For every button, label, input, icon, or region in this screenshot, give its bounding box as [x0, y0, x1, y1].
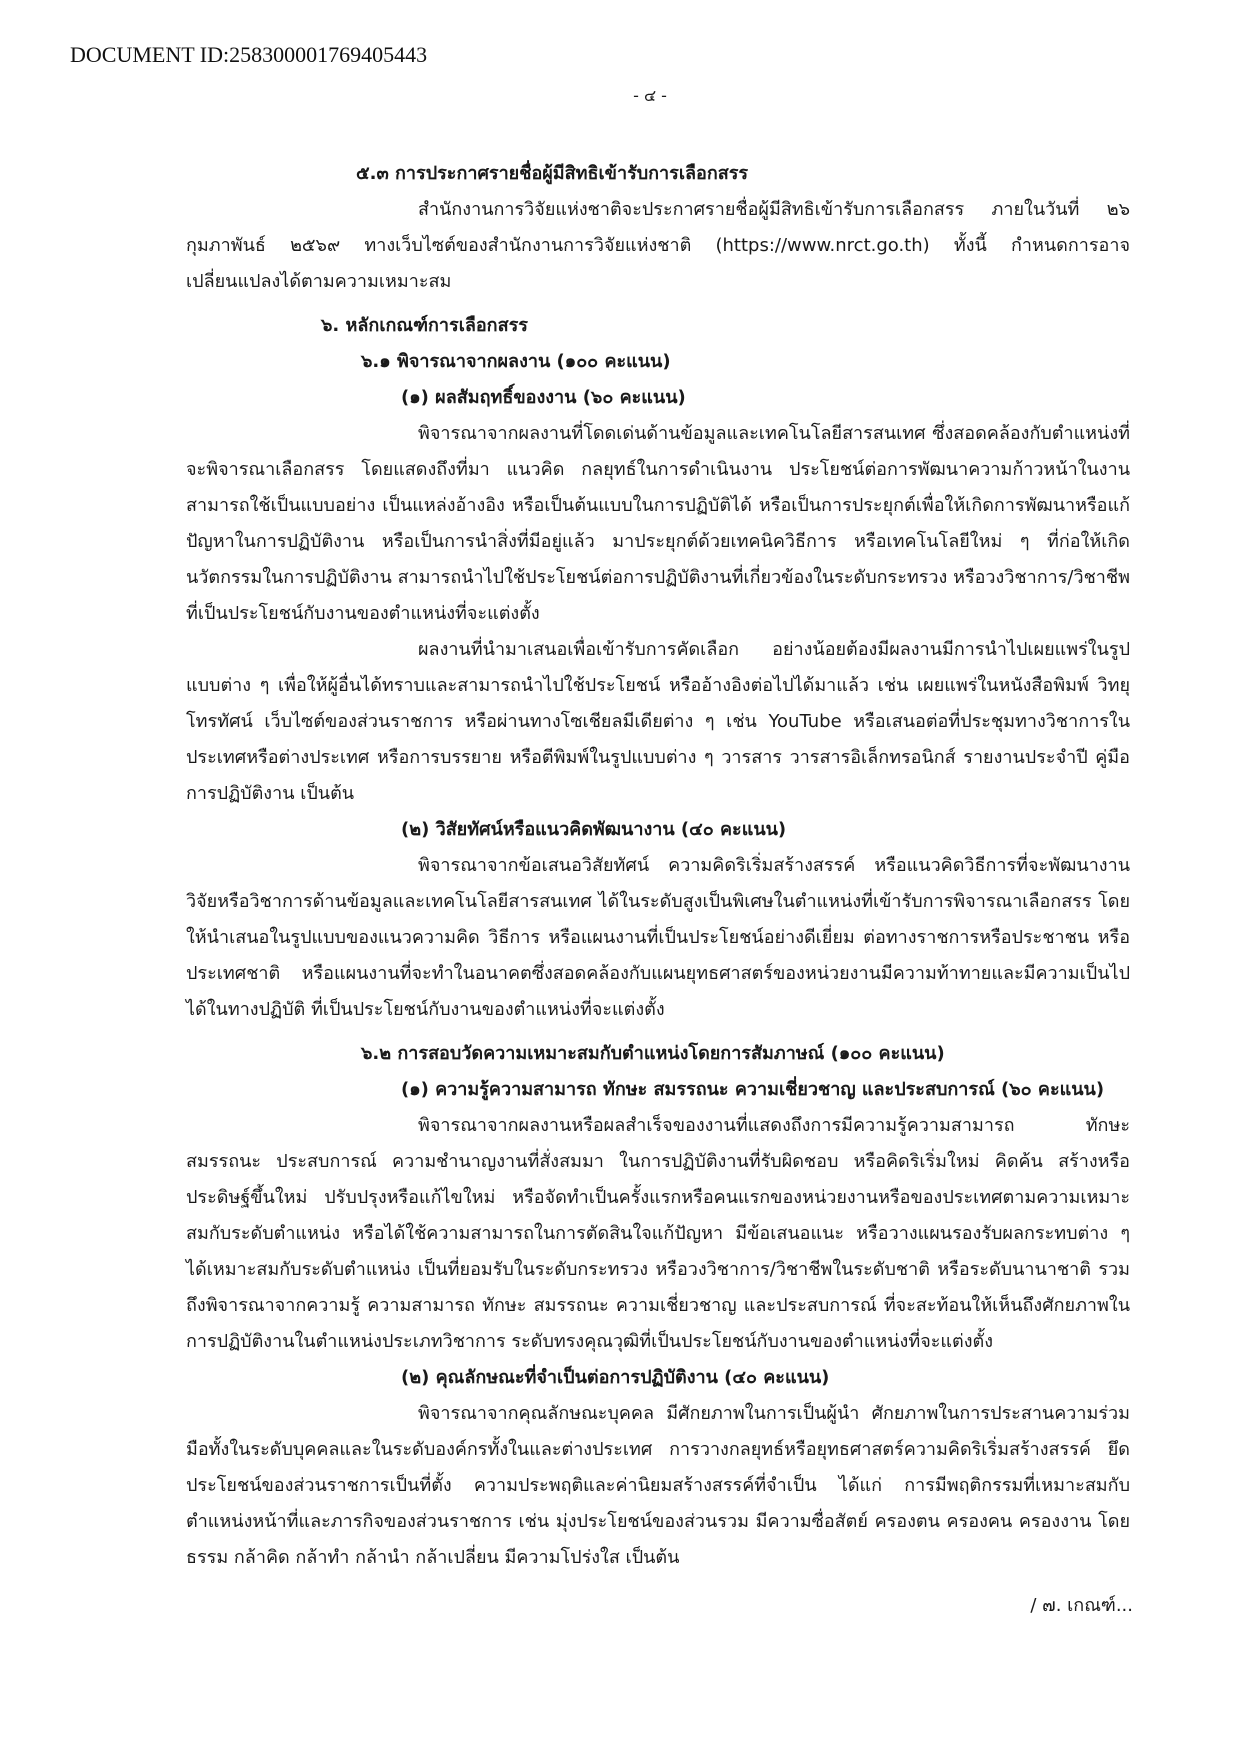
section-6-2-title: ๖.๒ การสอบวัดความเหมาะสมกับตำแหน่งโดยการสัมภาษณ์ (๑๐๐ คะแนน) [361, 1043, 945, 1064]
section-6-2-item-2-paragraph: พิจารณาจากคุณลักษณะบุคคล มีศักยภาพในการเป็นผู้นำ ศักยภาพในการประสานความร่วมมือทั้งในระดับบุคคลและในระดับองค์กรทั้งในและต่างประเทศ การวางกลยุทธ์หรือยุทธศาสตร์ความคิดริเริ่มสร้างสรรค์ ยึดประโยชน์ของส่วนราชการเป็นที่ตั้ง ความประพฤติและค่านิยมสร้างสรรค์ที่จำเป็น ได้แก่ การมีพฤติกรรมที่เหมาะสมกับตำแหน่งหน้าที่และภารกิจของส่วนราชการ เช่น มุ่งประโยชน์ของส่วนรวม มีความซื่อสัตย์ ครองตน ครองคน ครองงาน โดยธรรม กล้าคิด กล้าทำ กล้านำ กล้าเปลี่ยน มีความโปร่งใส เป็นต้น [186, 1403, 1130, 1568]
section-5-3-body: สำนักงานการวิจัยแห่งชาติจะประกาศรายชื่อผู้มีสิทธิเข้ารับการเลือกสรร ภายในวันที่ ๒๖ กุมภาพันธ์ ๒๕๖๙ ทางเว็บไซต์ของสำนักงานการวิจัยแห่งชาติ (https://www.nrct.go.th) ทั้งนี้ กำหนดการอาจเปลี่ยนแปลงได้ตามความเหมาะสม [186, 199, 1130, 292]
section-6-1-item-2-paragraph: พิจารณาจากข้อเสนอวิสัยทัศน์ ความคิดริเริ่มสร้างสรรค์ หรือแนวคิดวิธีการที่จะพัฒนางานวิจัยหรือวิชาการด้านข้อมูลและเทคโนโลยีสารสนเทศ ได้ในระดับสูงเป็นพิเศษในตำแหน่งที่เข้ารับการพิจารณาเลือกสรร โดยให้นำเสนอในรูปแบบของแนวความคิด วิธีการ หรือแผนงานที่เป็นประโยชน์อย่างดีเยี่ยม ต่อทางราชการหรือประชาชน หรือประเทศชาติ หรือแผนงานที่จะทำในอนาคตซึ่งสอดคล้องกับแผนยุทธศาสตร์ของหน่วยงานมีความท้าทายและมีความเป็นไปได้ในทางปฏิบัติ ที่เป็นประโยชน์กับงานของตำแหน่งที่จะแต่งตั้ง [186, 855, 1130, 1020]
page-number: - ๔ - [633, 86, 667, 105]
section-6-1-item-1-title: (๑) ผลสัมฤทธิ์ของงาน (๖๐ คะแนน) [401, 387, 686, 408]
section-5-3-title: ๕.๓ การประกาศรายชื่อผู้มีสิทธิเข้ารับการเลือกสรร [356, 163, 749, 184]
section-6-2-item-1-title: (๑) ความรู้ความสามารถ ทักษะ สมรรถนะ ความเชี่ยวชาญ และประสบการณ์ (๖๐ คะแนน) [401, 1079, 1105, 1100]
document-body [186, 156, 1130, 1576]
section-6-1-title: ๖.๑ พิจารณาจากผลงาน (๑๐๐ คะแนน) [361, 351, 671, 372]
section-6-title: ๖. หลักเกณฑ์การเลือกสรร [321, 315, 528, 336]
document-id: DOCUMENT ID:258300001769405443 [70, 42, 428, 67]
section-6-2-item-1-paragraph: พิจารณาจากผลงานหรือผลสำเร็จของงานที่แสดงถึงการมีความรู้ความสามารถ ทักษะ สมรรถนะ ประสบการณ์ ความชำนาญงานที่สั่งสมมา ในการปฏิบัติงานที่รับผิดชอบ หรือคิดริเริ่มใหม่ คิดค้น สร้างหรือประดิษฐ์ขึ้นใหม่ ปรับปรุงหรือแก้ไขใหม่ หรือจัดทำเป็นครั้งแรกหรือคนแรกของหน่วยงานหรือของประเทศตามความเหมาะสมกับระดับตำแหน่ง หรือได้ใช้ความสามารถในการตัดสินใจแก้ปัญหา มีข้อเสนอแนะ หรือวางแผนรองรับผลกระทบต่าง ๆ ได้เหมาะสมกับระดับตำแหน่ง เป็นที่ยอมรับในระดับกระทรวง หรือวงวิชาการ/วิชาชีพในระดับชาติ หรือระดับนานาชาติ รวมถึงพิจารณาจากความรู้ ความสามารถ ทักษะ สมรรถนะ ความเชี่ยวชาญ และประสบการณ์ ที่จะสะท้อนให้เห็นถึงศักยภาพในการปฏิบัติงานในตำแหน่งประเภทวิชาการ ระดับทรงคุณวุฒิที่เป็นประโยชน์กับงานของตำแหน่งที่จะแต่งตั้ง [186, 1115, 1130, 1352]
section-6-1-item-1-paragraph-1: พิจารณาจากผลงานที่โดดเด่นด้านข้อมูลและเทคโนโลยีสารสนเทศ ซึ่งสอดคล้องกับตำแหน่งที่จะพิจารณาเลือกสรร โดยแสดงถึงที่มา แนวคิด กลยุทธ์ในการดำเนินงาน ประโยชน์ต่อการพัฒนาความก้าวหน้าในงาน สามารถใช้เป็นแบบอย่าง เป็นแหล่งอ้างอิง หรือเป็นต้นแบบในการปฏิบัติได้ หรือเป็นการประยุกต์เพื่อให้เกิดการพัฒนาหรือแก้ปัญหาในการปฏิบัติงาน หรือเป็นการนำสิ่งที่มีอยู่แล้ว มาประยุกต์ด้วยเทคนิควิธีการ หรือเทคโนโลยีใหม่ ๆ ที่ก่อให้เกิดนวัตกรรมในการปฏิบัติงาน สามารถนำไปใช้ประโยชน์ต่อการปฏิบัติงานที่เกี่ยวข้องในระดับกระทรวง หรือวงวิชาการ/วิชาชีพที่เป็นประโยชน์กับงานของตำแหน่งที่จะแต่งตั้ง [186, 423, 1130, 624]
section-6-2-item-2-title: (๒) คุณลักษณะที่จำเป็นต่อการปฏิบัติงาน (๔๐ คะแนน) [401, 1367, 830, 1388]
section-6-1-item-2-title: (๒) วิสัยทัศน์หรือแนวคิดพัฒนางาน (๔๐ คะแนน) [401, 819, 787, 840]
section-6-1-item-1-paragraph-2: ผลงานที่นำมาเสนอเพื่อเข้ารับการคัดเลือก อย่างน้อยต้องมีผลงานมีการนำไปเผยแพร่ในรูปแบบต่าง ๆ เพื่อให้ผู้อื่นได้ทราบและสามารถนำไปใช้ประโยชน์ หรืออ้างอิงต่อไปได้มาแล้ว เช่น เผยแพร่ในหนังสือพิมพ์ วิทยุ โทรทัศน์ เว็บไซต์ของส่วนราชการ หรือผ่านทางโซเชียลมีเดียต่าง ๆ เช่น YouTube หรือเสนอต่อที่ประชุมทางวิชาการในประเทศหรือต่างประเทศ หรือการบรรยาย หรือตีพิมพ์ในรูปแบบต่าง ๆ วารสาร วารสารอิเล็กทรอนิกส์ รายงานประจำปี คู่มือการปฏิบัติงาน เป็นต้น [186, 639, 1130, 804]
continuation-note: / ๗. เกณฑ์... [1030, 1595, 1133, 1616]
